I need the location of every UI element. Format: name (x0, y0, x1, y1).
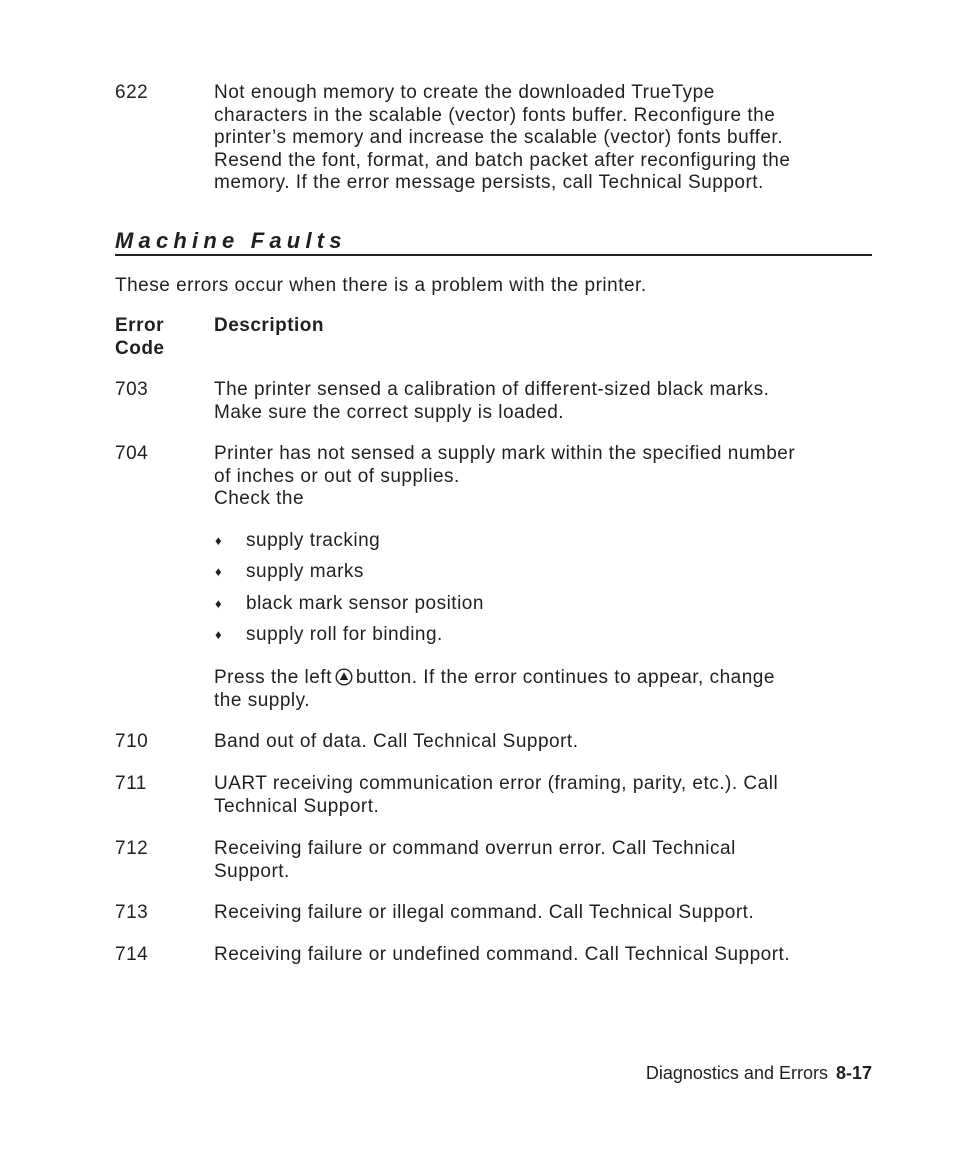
diamond-bullet-icon: ♦ (215, 533, 223, 548)
description-line: characters in the scalable (vector) fonts buffer. Reconfigure the (214, 104, 776, 126)
diamond-bullet-icon: ♦ (215, 627, 223, 642)
description-line: memory. If the error message persists, call Technical Support. (214, 172, 764, 193)
instruction-before: Press the left (214, 667, 332, 688)
error-description (214, 773, 874, 818)
intro-text: These errors occur when there is a problem with the printer. (115, 275, 647, 296)
description-line: Band out of data. Call Technical Support. (214, 731, 579, 752)
description-line: Technical Support. (214, 795, 380, 817)
description-line: Printer has not sensed a supply mark within the specified number (214, 443, 796, 464)
description-line: Not enough memory to create the downloaded TrueType (214, 82, 715, 103)
diamond-bullet-icon: ♦ (215, 596, 223, 611)
error-description (214, 731, 874, 754)
diamond-bullet-icon: ♦ (215, 564, 223, 579)
error-code: 703 (115, 379, 149, 400)
error-code: 711 (115, 773, 147, 794)
instruction-text (214, 667, 874, 712)
description-line: Make sure the correct supply is loaded. (214, 401, 565, 423)
error-code: 704 (115, 443, 149, 464)
description-line: Receiving failure or command overrun error. Call Technical (214, 838, 736, 859)
error-description (214, 379, 874, 424)
description-line: Receiving failure or illegal command. Call Technical Support. (214, 902, 755, 923)
instruction-line (214, 667, 874, 690)
description-header: Description (214, 315, 325, 336)
instruction-line: the supply. (214, 689, 310, 711)
instruction-after: button. If the error continues to appear, change (355, 667, 775, 688)
error-description (214, 944, 874, 967)
description-line: Receiving failure or undefined command. Call Technical Support. (214, 944, 791, 965)
page-footer (646, 1063, 872, 1084)
code-header-line: Code (115, 337, 165, 359)
page-number: 8-17 (835, 1063, 872, 1083)
description-line: of inches or out of supplies. (214, 465, 460, 487)
error-code: 710 (115, 731, 149, 752)
description-line: The printer sensed a calibration of different-sized black marks. (214, 379, 770, 400)
code-header-line: Error (115, 315, 164, 336)
error-description (214, 902, 874, 925)
error-code: 713 (115, 902, 149, 923)
description-line: Support. (214, 860, 290, 882)
list-item-text: black mark sensor position (246, 593, 484, 614)
error-description (214, 443, 874, 511)
description-line: UART receiving communication error (framing, parity, etc.). Call (214, 773, 779, 794)
error-description (214, 838, 874, 883)
error-code: 714 (115, 944, 149, 965)
up-arrow-circle-icon (335, 668, 353, 686)
description-line: Resend the font, format, and batch packet after reconfiguring the (214, 149, 791, 171)
description-line: printer’s memory and increase the scalable (vector) fonts buffer. (214, 127, 783, 148)
footer-section-name: Diagnostics and Errors (645, 1063, 828, 1083)
error-code: 712 (115, 838, 149, 859)
description-line: Check the (214, 488, 305, 509)
section-heading (115, 227, 872, 256)
description-column-header (214, 315, 874, 338)
list-item-text: supply roll for binding. (246, 624, 443, 645)
error-description (214, 82, 874, 195)
section-title: Machine Faults (115, 228, 347, 253)
section-intro (115, 275, 875, 298)
list-item-text: supply tracking (246, 530, 381, 551)
code-column-header (115, 315, 205, 360)
list-item-text: supply marks (246, 561, 364, 582)
error-code: 622 (115, 82, 149, 103)
